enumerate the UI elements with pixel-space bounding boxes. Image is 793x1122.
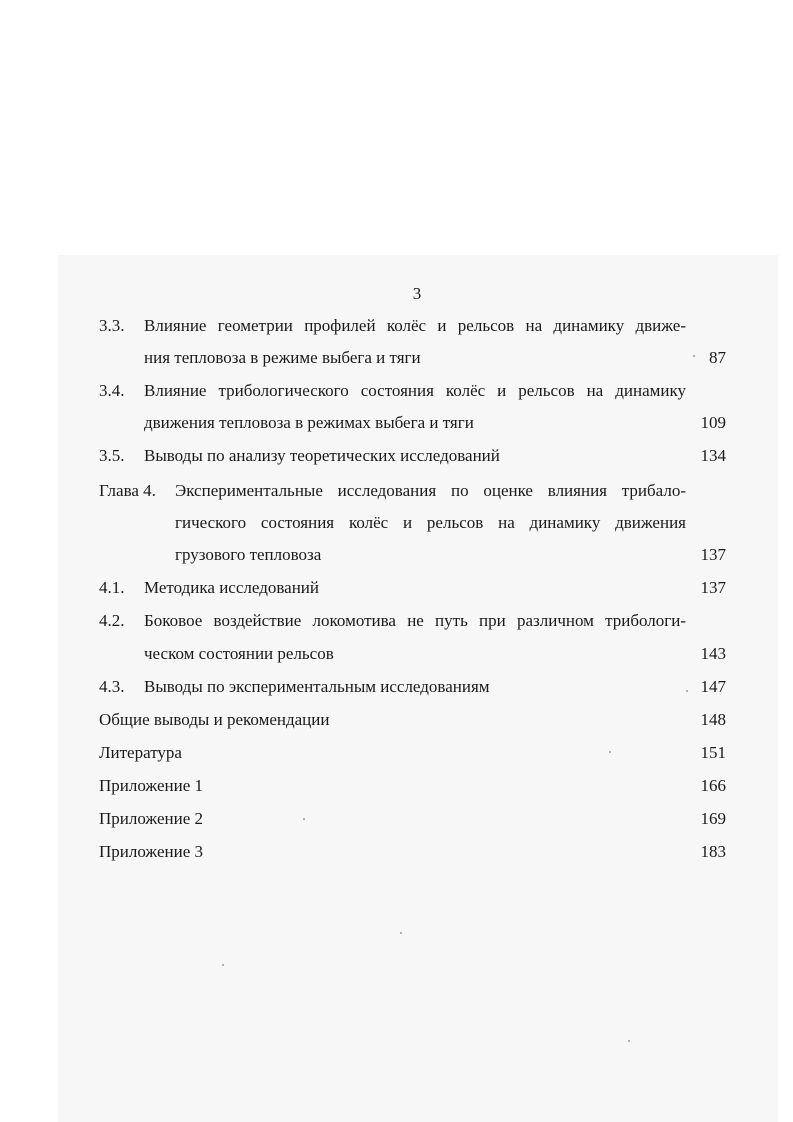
toc-entry-title-line: Методика исследований	[144, 578, 319, 597]
scan-speck	[303, 818, 305, 820]
toc-entry-title-line: гического состояния колёс и рельсов на динамику движения	[175, 513, 686, 532]
toc-entry-page: 148	[700, 710, 726, 729]
toc-entry-title-line: ческом состоянии рельсов	[144, 644, 334, 663]
toc-entry-number: 4.2.	[99, 611, 125, 630]
toc-entry-number: 4.3.	[99, 677, 125, 696]
toc-entry-title-line: Литература	[99, 743, 182, 762]
toc-entry-page: 147	[700, 677, 726, 696]
toc-entry-title-line: Приложение 1	[99, 776, 203, 795]
toc-entry-title-line: Выводы по анализу теоретических исследований	[144, 446, 500, 465]
toc-entry-page: 134	[700, 446, 726, 465]
toc-entry-title-line: Влияние геометрии профилей колёс и рельсов на динамику движе-	[144, 316, 686, 335]
toc-entry-page: 166	[700, 776, 726, 795]
scan-speck	[628, 1040, 630, 1042]
toc-entry-number: 3.5.	[99, 446, 125, 465]
page-number: 3	[412, 284, 422, 303]
toc-entry-title-line: ния тепловоза в режиме выбега и тяги	[144, 348, 421, 367]
scan-speck	[686, 690, 688, 692]
toc-entry-page: 137	[700, 578, 726, 597]
toc-entry-page: 109	[700, 413, 726, 432]
toc-entry-title-line: Приложение 3	[99, 842, 203, 861]
toc-entry-title-line: Выводы по экспериментальным исследованиям	[144, 677, 490, 696]
scan-speck	[222, 964, 224, 966]
toc-entry-title-line: движения тепловоза в режимах выбега и тяги	[144, 413, 474, 432]
toc-entry-title-line: Боковое воздействие локомотива не путь при различном трибологи-	[144, 611, 686, 630]
toc-entry-page: 183	[700, 842, 726, 861]
toc-entry-page: 137	[700, 545, 726, 564]
toc-entry-number: 3.4.	[99, 381, 125, 400]
toc-entry-number: Глава 4.	[99, 481, 156, 500]
toc-entry-number: 4.1.	[99, 578, 125, 597]
toc-entry-title-line: грузового тепловоза	[175, 545, 322, 564]
scan-speck	[609, 751, 611, 753]
toc-entry-page: 151	[700, 743, 726, 762]
toc-entry-title-line: Приложение 2	[99, 809, 203, 828]
scan-speck	[693, 355, 695, 357]
toc-entry-title-line: Экспериментальные исследования по оценке влияния трибало-	[175, 481, 686, 500]
toc-entry-title-line: Общие выводы и рекомендации	[99, 710, 330, 729]
toc-entry-page: 143	[700, 644, 726, 663]
toc-entry-number: 3.3.	[99, 316, 125, 335]
toc-entry-page: 169	[700, 809, 726, 828]
toc-entry-page: 87	[709, 348, 726, 367]
scan-speck	[400, 932, 402, 934]
toc-entry-title-line: Влияние трибологического состояния колёс и рельсов на динамику	[144, 381, 686, 400]
